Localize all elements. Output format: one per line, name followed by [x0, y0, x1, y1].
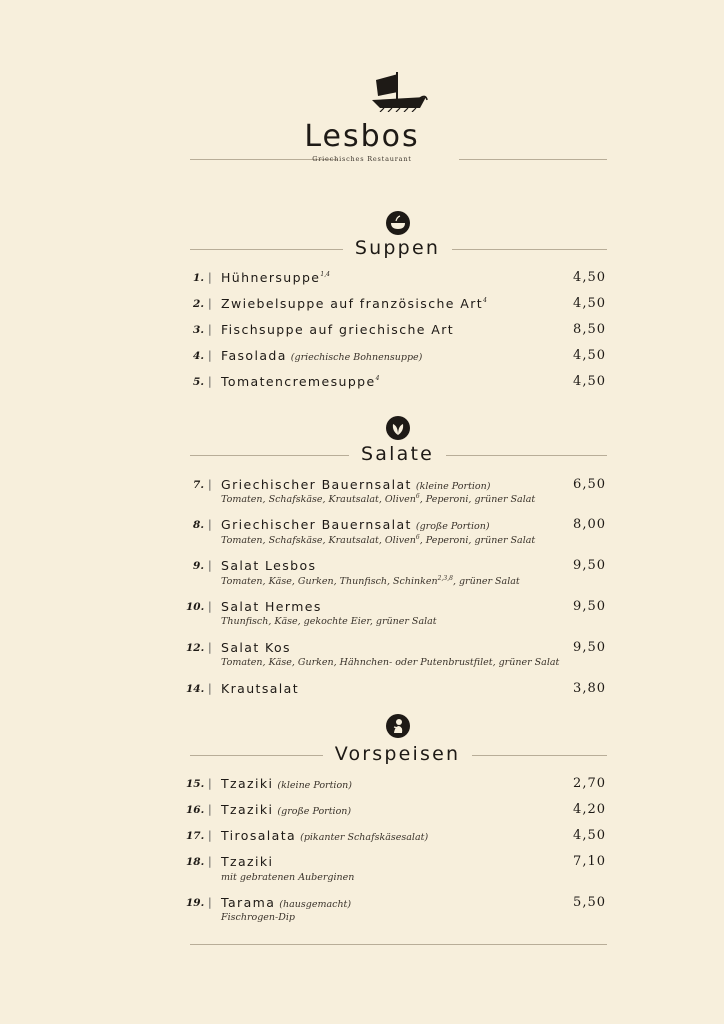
- item-price: 9,50: [573, 558, 606, 573]
- separator: |: [208, 297, 212, 310]
- separator: |: [208, 375, 212, 388]
- item-price: 5,50: [573, 895, 606, 910]
- item-number: 12.: [186, 642, 205, 654]
- item-name: Salat Hermes: [221, 599, 322, 614]
- separator: |: [208, 855, 212, 868]
- section-title-salate: Salate: [0, 443, 724, 465]
- separator: |: [208, 478, 212, 491]
- item-name: Tarama (hausgemacht): [221, 895, 352, 910]
- item-description: Tomaten, Käse, Gurken, Thunfisch, Schinken$^{2,3,8}$, grüner Salat: [221, 575, 520, 587]
- item-name: Fasolada (griechische Bohnensuppe): [221, 348, 423, 363]
- item-number: 8.: [193, 519, 204, 531]
- item-name: Tirosalata (pikanter Schafskäsesalat): [221, 828, 429, 843]
- separator: |: [208, 829, 212, 842]
- item-description: Thunfisch, Käse, gekochte Eier, grüner Salat: [221, 616, 437, 627]
- separator: |: [208, 803, 212, 816]
- item-price: 3,80: [573, 681, 606, 696]
- item-price: 4,20: [573, 802, 606, 817]
- item-price: 6,50: [573, 477, 606, 492]
- soup-bowl-icon: [386, 211, 410, 235]
- restaurant-tagline: Griechisches Restaurant: [312, 155, 412, 163]
- separator: |: [208, 323, 212, 336]
- item-name: Fischsuppe auf griechische Art: [221, 322, 455, 337]
- item-number: 4.: [193, 350, 204, 362]
- item-name: Griechischer Bauernsalat (große Portion): [221, 517, 490, 532]
- item-description: Tomaten, Schafskäse, Krautsalat, Oliven$^6$, Peperoni, grüner Salat: [221, 493, 536, 505]
- item-number: 17.: [186, 830, 205, 842]
- item-name: Tzaziki (große Portion): [221, 802, 352, 817]
- item-price: 9,50: [573, 640, 606, 655]
- separator: |: [208, 600, 212, 613]
- item-number: 5.: [193, 376, 204, 388]
- item-number: 15.: [186, 778, 205, 790]
- item-price: 4,50: [573, 348, 606, 363]
- item-description: Tomaten, Käse, Gurken, Hähnchen- oder Putenbrustfilet, grüner Salat: [221, 657, 560, 668]
- separator: |: [208, 349, 212, 362]
- item-price: 2,70: [573, 776, 606, 791]
- item-number: 10.: [186, 601, 205, 613]
- item-description: mit gebratenen Auberginen: [221, 872, 355, 883]
- item-name: Tzaziki: [221, 854, 274, 869]
- item-number: 19.: [186, 897, 205, 909]
- item-price: 8,00: [573, 517, 606, 532]
- item-name: Tomatencremesuppe$^4$: [221, 374, 380, 389]
- ship-icon: [370, 70, 428, 112]
- item-price: 7,10: [573, 854, 606, 869]
- item-name: Zwiebelsuppe auf französische Art$^4$: [221, 296, 487, 311]
- separator: |: [208, 271, 212, 284]
- section-title-vorspeisen: Vorspeisen: [0, 743, 724, 765]
- item-price: 4,50: [573, 296, 606, 311]
- separator: |: [208, 777, 212, 790]
- item-number: 7.: [193, 479, 204, 491]
- item-number: 3.: [193, 324, 204, 336]
- item-price: 4,50: [573, 374, 606, 389]
- item-number: 2.: [193, 298, 204, 310]
- item-name: Tzaziki (kleine Portion): [221, 776, 352, 791]
- footer-divider: [190, 944, 607, 945]
- leaf-icon: [386, 416, 410, 440]
- restaurant-name: Lesbos: [304, 119, 420, 154]
- item-description: Fischrogen-Dip: [221, 912, 295, 923]
- separator: |: [208, 896, 212, 909]
- item-name: Krautsalat: [221, 681, 300, 696]
- item-name: Salat Lesbos: [221, 558, 317, 573]
- separator: |: [208, 682, 212, 695]
- item-number: 1.: [193, 272, 204, 284]
- separator: |: [208, 518, 212, 531]
- item-number: 18.: [186, 856, 205, 868]
- section-title-suppen: Suppen: [0, 237, 724, 259]
- item-name: Salat Kos: [221, 640, 291, 655]
- item-number: 9.: [193, 560, 204, 572]
- separator: |: [208, 641, 212, 654]
- chef-figure-icon: [386, 714, 410, 738]
- item-name: Hühnersuppe$^{1,4}$: [221, 270, 330, 285]
- separator: |: [208, 559, 212, 572]
- item-number: 16.: [186, 804, 205, 816]
- item-number: 14.: [186, 683, 205, 695]
- item-description: Tomaten, Schafskäse, Krautsalat, Oliven$^6$, Peperoni, grüner Salat: [221, 534, 536, 546]
- item-price: 9,50: [573, 599, 606, 614]
- item-price: 4,50: [573, 828, 606, 843]
- item-price: 8,50: [573, 322, 606, 337]
- item-price: 4,50: [573, 270, 606, 285]
- item-name: Griechischer Bauernsalat (kleine Portion): [221, 477, 491, 492]
